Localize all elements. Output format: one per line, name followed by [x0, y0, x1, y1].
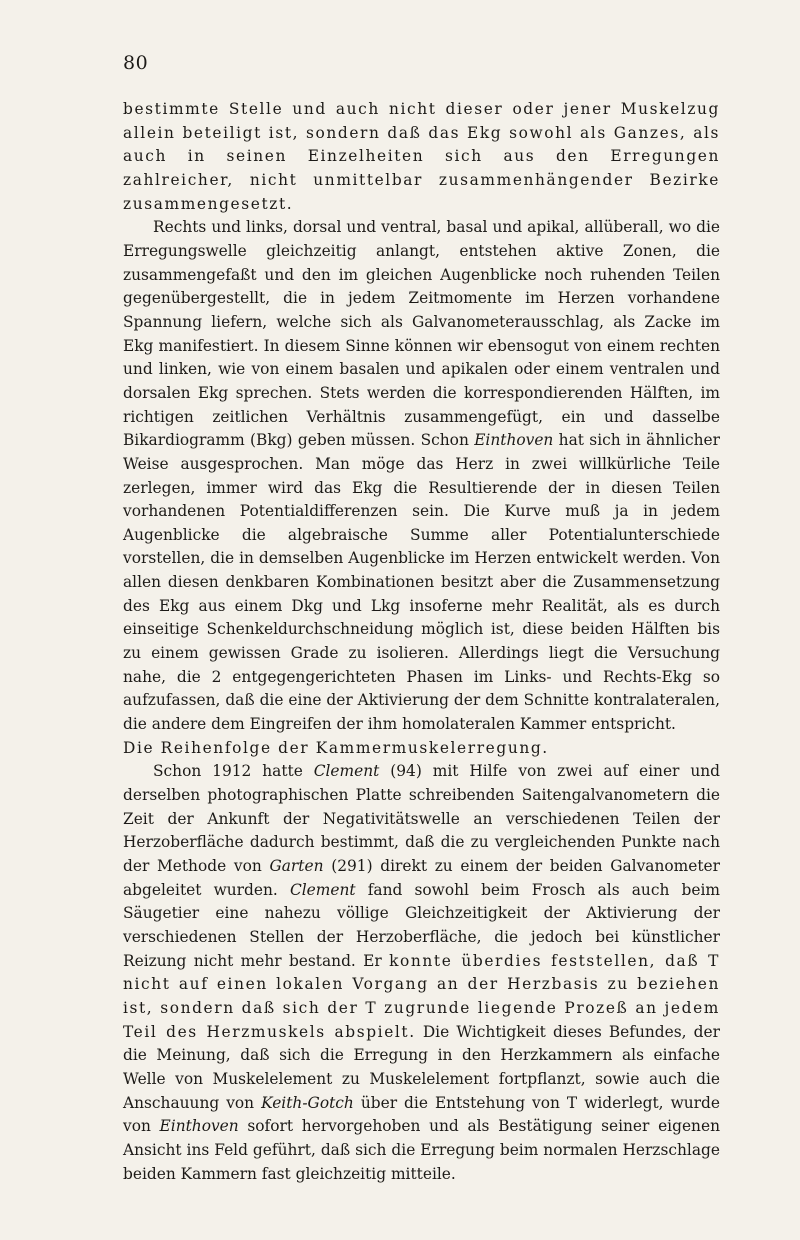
page-number: 80 [123, 52, 149, 74]
author-name-einthoven-2: Einthoven [159, 1117, 239, 1136]
paragraph-1-text: bestimmte Stelle und auch nicht dieser oder jener Muskelzug allein beteiligt ist, sondern daß das Ekg sowohl als Ganzes, als auch in seinen Einzelheiten sich aus den Erregungen zahlreicher, nicht unmittelbar zusammenhängender Bezirke zusammengesetzt. [123, 100, 720, 213]
paragraph-3-spaced-emphasis: konnte überdies feststellen, daß T nicht auf einen lokalen Vorgang an der Herzbasis zu beziehen ist, sondern daß sich der T zugrunde liegende Prozeß an jedem Teil des Herzmuskels abspielt. [123, 951, 720, 1041]
paragraph-1 [123, 98, 720, 216]
author-name-einthoven: Einthoven [474, 431, 554, 450]
paragraph-3-text-e: Die Wichtigkeit dieses Befundes, der die Meinung, daß sich die Erregung in den Herzkammern als einfache Welle von Muskelelement zu Muskelelement fortpflanzt, sowie auch die Anschauung von [123, 1022, 720, 1112]
paragraph-3-text-d: fand sowohl beim Frosch als auch beim Säugetier eine nahezu völlige Gleichzeitigkeit der Aktivierung der verschiedenen Stellen der Herzoberfläche, die jedoch bei künstlicher Reizung nicht mehr bestand. Er [123, 880, 720, 970]
author-name-clement-2: Clement [289, 880, 356, 899]
text-body [123, 98, 720, 1186]
paragraph-3-text-c: (291) direkt zu einem der beiden Galvanometer abgeleitet wurden. [123, 857, 720, 899]
paragraph-3-text-b: (94) mit Hilfe von zwei auf einer und derselben photographischen Platte schreibenden Saitengalvanometern die Zeit der Ankunft der Negativitätswelle an verschiedenen Teilen der Herzoberfläche dadurch bestimmt, daß die zu vergleichenden Punkte nach der Methode von [123, 762, 720, 875]
paragraph-3-text-a: Schon 1912 hatte [153, 762, 314, 781]
paragraph-2-text-a: Rechts und links, dorsal und ventral, basal und apikal, allüberall, wo die Erregungswelle gleichzeitig anlangt, entstehen aktive Zonen, die zusammengefaßt und den im gleichen Augenblicke noch ruhenden Teilen gegenübergestellt, die in jedem Zeitmomente im Herzen vorhandene Spannung liefern, welche sich als Galvanometerausschlag, als Zacke im Ekg manifestiert. In diesem Sinne können wir ebensogut von einem rechten und linken, wie von einem basalen und apikalen oder einem ventralen und dorsalen Ekg sprechen. Stets werden die korrespondierenden Hälften, im richtigen zeitlichen Verhältnis zusammengefügt, ein und dasselbe Bikardiogramm (Bkg) geben müssen. Schon [123, 218, 720, 450]
author-name-clement: Clement [313, 762, 380, 781]
section-heading: Die Reihenfolge der Kammermuskelerregung. [123, 738, 549, 757]
paragraph-2 [123, 216, 720, 736]
paragraph-3 [123, 760, 720, 1186]
paragraph-3-text-g: sofort hervorgehoben und als Bestätigung seiner eigenen Ansicht ins Feld geführt, daß sich die Erregung beim normalen Herzschlage beiden Kammern fast gleichzeitig mitteile. [123, 1117, 720, 1183]
paragraph-2-text-b: hat sich in ähnlicher Weise ausgesprochen. Man möge das Herz in zwei willkürliche Teile zerlegen, immer wird das Ekg die Resultierende der in diesen Teilen vorhandenen Potentialdifferenzen sein. Die Kurve muß ja in jedem Augenblicke die algebraische Summe aller Potentialunterschiede vorstellen, die in demselben Augenblicke im Herzen entwickelt werden. Von allen diesen denkbaren Kombinationen besitzt aber die Zusammensetzung des Ekg aus einem Dkg und Lkg insoferne mehr Realität, als es durch einseitige Schenkeldurchschneidung möglich ist, diese beiden Hälften bis zu einem gewissen Grade zu isolieren. Allerdings liegt die Versuchung nahe, die 2 entgegengerichteten Phasen im Links- und Rechts-Ekg so aufzufassen, daß die eine der Aktivierung der dem Schnitte kontralateralen, die andere dem Eingreifen der ihm homolateralen Kammer entspricht. [123, 431, 720, 734]
paragraph-3-text-f: über die Entstehung von T widerlegt, wurde von [123, 1093, 720, 1136]
author-name-keith-gotch: Keith-Gotch [261, 1093, 354, 1112]
author-name-garten: Garten [269, 857, 324, 875]
